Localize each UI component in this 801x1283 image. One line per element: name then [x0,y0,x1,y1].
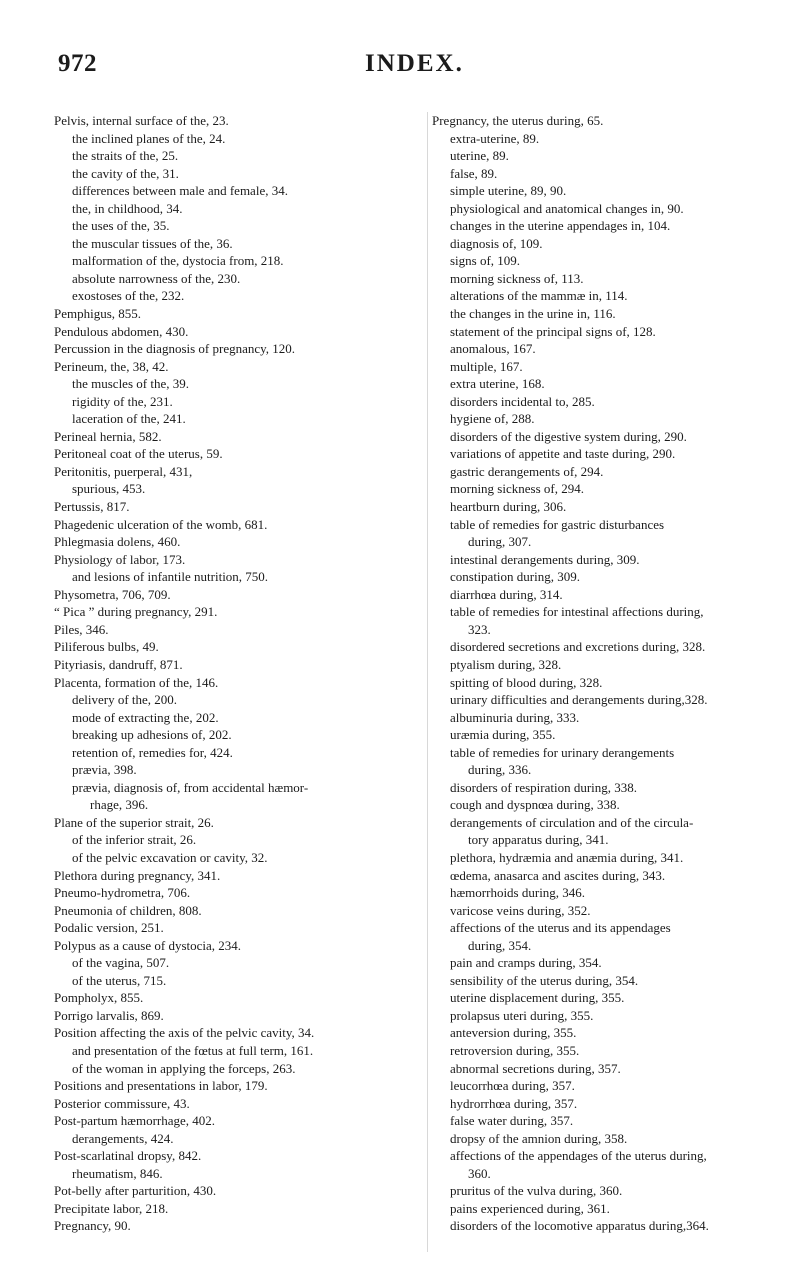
index-entry-text: gastric derangements of, 294. [450,463,604,479]
index-subentry [54,726,424,744]
index-entry-text: varicose veins during, 352. [450,902,591,918]
index-entry-text: disorders of respiration during, 338. [450,779,638,795]
index-entry-text: disorders of the digestive system during, 290. [450,428,687,444]
index-entry-text: Pityriasis, dandruff, 871. [54,656,183,672]
index-subentry [432,919,777,954]
index-heading-entry [54,814,424,832]
index-subentry [432,814,777,849]
index-entry-text: table of remedies for gastric disturbances [450,516,665,532]
index-entry-text: diagnosis of, 109. [450,235,543,251]
index-entry-text: disorders incidental to, 285. [450,393,595,409]
index-entry-text: plethora, hydræmia and anæmia during, 341. [450,849,684,865]
index-subentry [432,1147,777,1182]
index-entry-text: uræmia during, 355. [450,727,556,743]
index-entry-text: Post-partum hæmorrhage, 402. [54,1113,216,1129]
index-entry-text: ptyalism during, 328. [450,656,562,672]
index-entry-text: pruritus of the vulva during, 360. [450,1183,623,1199]
index-entry-text: Pregnancy, the uterus during, 65. [432,113,604,128]
index-entry-text: malformation of the, dystocia from, 218. [72,253,284,269]
index-entry-text: table of remedies for urinary derangements [450,744,675,760]
index-entry-text: rheumatism, 846. [72,1165,163,1181]
index-entry-continuation: tory apparatus during, 341. [468,832,609,848]
index-heading-entry [54,919,424,937]
index-entry-text: derangements, 424. [72,1130,174,1146]
index-heading-entry [54,1200,424,1218]
running-title: INDEX. [365,50,464,77]
index-heading-entry [54,937,424,955]
index-heading-entry [54,674,424,692]
index-subentry [432,586,777,604]
index-heading-entry [54,902,424,920]
index-subentry [432,638,777,656]
index-entry-text: multiple, 167. [450,358,523,374]
index-entry-text: retroversion during, 355. [450,1042,580,1058]
index-heading-entry [54,638,424,656]
index-entry-text: prolapsus uteri during, 355. [450,1007,594,1023]
index-heading-entry [54,1182,424,1200]
index-entry-text: abnormal secretions during, 357. [450,1060,621,1076]
index-subentry [432,165,777,183]
index-entry-text: of the uterus, 715. [72,972,167,988]
index-subentry [432,551,777,569]
index-entry-text: pain and cramps during, 354. [450,955,602,971]
index-subentry [432,691,777,709]
index-entry-text: Percussion in the diagnosis of pregnancy, 120. [54,341,296,357]
index-subentry [432,744,777,779]
index-entry-text: Pompholyx, 855. [54,990,144,1006]
index-heading-entry [54,603,424,621]
index-subentry [54,831,424,849]
index-entry-text: Precipitate labor, 218. [54,1200,169,1216]
index-heading-entry [54,533,424,551]
index-subentry [54,1165,424,1183]
index-subentry [54,182,424,200]
index-heading-entry [54,884,424,902]
index-entry-text: Position affecting the axis of the pelvic cavity, 34. [54,1025,315,1041]
index-entry-text: hæmorrhoids during, 346. [450,885,586,901]
index-entry-text: and lesions of infantile nutrition, 750. [72,569,269,585]
index-entry-text: cough and dyspnœa during, 338. [450,797,620,813]
index-subentry [432,200,777,218]
index-subentry [432,1024,777,1042]
index-subentry [432,340,777,358]
index-heading-entry [54,323,424,341]
index-entry-text: spurious, 453. [72,481,146,497]
index-heading-entry [54,1095,424,1113]
index-heading-entry [54,1007,424,1025]
index-entry-text: intestinal derangements during, 309. [450,551,640,567]
index-entry-text: Podalic version, 251. [54,920,164,936]
index-subentry [432,358,777,376]
index-entry-text: signs of, 109. [450,253,521,269]
index-heading-entry [54,340,424,358]
index-entry-text: the inclined planes of the, 24. [72,130,226,146]
index-subentry [432,516,777,551]
index-entry-continuation: rhage, 396. [90,797,149,813]
index-entry-text: diarrhœa during, 314. [450,586,563,602]
index-entry-text: urinary difficulties and derangements during,328. [450,692,708,708]
index-entry-text: Pelvis, internal surface of the, 23. [54,113,229,128]
index-entry-text: Pregnancy, 90. [54,1218,131,1234]
index-subentry [432,989,777,1007]
index-heading-entry [54,428,424,446]
index-heading-entry [54,867,424,885]
index-entry-text: false, 89. [450,165,498,181]
index-entry-text: Physometra, 706, 709. [54,586,171,602]
index-subentry [54,779,424,814]
index-entry-text: uterine, 89. [450,148,509,164]
index-entry-text: Posterior commissure, 43. [54,1095,190,1111]
index-entry-text: leucorrhœa during, 357. [450,1078,575,1094]
index-entry-text: Pemphigus, 855. [54,306,142,322]
index-entry-text: Positions and presentations in labor, 179. [54,1078,268,1094]
index-entry-text: Perineal hernia, 582. [54,428,162,444]
index-entry-text: anomalous, 167. [450,341,536,357]
index-subentry [54,235,424,253]
index-subentry [432,674,777,692]
index-entry-text: the uses of the, 35. [72,218,170,234]
index-subentry [432,1130,777,1148]
index-entry-text: constipation during, 309. [450,569,580,585]
index-entry-text: changes in the uterine appendages in, 104. [450,218,671,234]
index-heading-entry [54,445,424,463]
index-subentry [54,849,424,867]
index-entry-text: Peritoneal coat of the uterus, 59. [54,446,223,462]
index-subentry [432,902,777,920]
index-entry-text: of the vagina, 507. [72,955,170,971]
index-subentry [54,200,424,218]
index-subentry [432,603,777,638]
index-entry-text: Porrigo larvalis, 869. [54,1007,164,1023]
index-subentry [432,884,777,902]
index-subentry [432,270,777,288]
index-subentry [54,375,424,393]
index-subentry [432,235,777,253]
index-entry-text: Phlegmasia dolens, 460. [54,534,181,550]
index-subentry [432,1077,777,1095]
index-entry-text: Pot-belly after parturition, 430. [54,1183,217,1199]
index-heading-entry [54,656,424,674]
index-subentry [54,165,424,183]
index-subentry [432,445,777,463]
index-subentry [432,305,777,323]
index-heading-entry [54,498,424,516]
index-subentry [432,1060,777,1078]
index-entry-text: affections of the appendages of the uterus during, [450,1148,707,1164]
index-subentry [432,656,777,674]
index-entry-text: delivery of the, 200. [72,692,178,708]
index-subentry [432,463,777,481]
index-entry-text: Phagedenic ulceration of the womb, 681. [54,516,268,532]
index-entry-text: exostoses of the, 232. [72,288,185,304]
index-heading-entry [54,1147,424,1165]
index-entry-text: absolute narrowness of the, 230. [72,270,241,286]
index-entry-text: and presentation of the fœtus at full term, 161. [72,1042,314,1058]
index-subentry [54,568,424,586]
index-subentry [432,375,777,393]
index-subentry [432,779,777,797]
index-entry-text: disordered secretions and excretions during, 328. [450,639,706,655]
index-entry-text: variations of appetite and taste during, 290. [450,446,676,462]
index-entry-text: Physiology of labor, 173. [54,551,186,567]
index-subentry [54,252,424,270]
index-subentry [432,1112,777,1130]
index-subentry [432,1217,777,1235]
index-entry-text: of the woman in applying the forceps, 263. [72,1060,296,1076]
index-subentry [432,709,777,727]
index-subentry [54,761,424,779]
index-entry-text: Placenta, formation of the, 146. [54,674,219,690]
index-heading-entry [54,1024,424,1042]
index-entry-text: œdema, anasarca and ascites during, 343. [450,867,666,883]
index-entry-text: derangements of circulation and of the circula- [450,814,694,830]
page-number: 972 [58,50,97,77]
index-entry-continuation: during, 336. [468,762,532,778]
index-subentry [54,709,424,727]
index-heading-entry [54,1077,424,1095]
index-subentry [54,1042,424,1060]
index-entry-text: “ Pica ” during pregnancy, 291. [54,604,218,620]
index-subentry [432,796,777,814]
index-subentry [432,954,777,972]
index-heading-entry [54,1112,424,1130]
index-subentry [432,182,777,200]
index-entry-text: Polypus as a cause of dystocia, 234. [54,937,242,953]
index-entry-text: the muscles of the, 39. [72,376,189,392]
index-entry-text: table of remedies for intestinal affections during, [450,604,704,620]
index-subentry [432,252,777,270]
index-entry-text: pains experienced during, 361. [450,1200,610,1216]
index-entry-text: extra-uterine, 89. [450,130,540,146]
index-entry-text: disorders of the locomotive apparatus during,364. [450,1218,709,1234]
index-entry-text: alterations of the mammæ in, 114. [450,288,628,304]
index-entry-text: statement of the principal signs of, 128. [450,323,656,339]
index-entry-text: mode of extracting the, 202. [72,709,219,725]
index-subentry [432,726,777,744]
index-subentry [54,287,424,305]
index-subentry [54,130,424,148]
index-entry-text: false water during, 357. [450,1113,574,1129]
index-entry-text: the muscular tissues of the, 36. [72,235,233,251]
index-subentry [54,410,424,428]
index-entry-text: simple uterine, 89, 90. [450,183,567,199]
index-entry-text: Pertussis, 817. [54,499,130,515]
index-subentry [54,972,424,990]
index-subentry [54,480,424,498]
index-subentry [432,410,777,428]
index-entry-continuation: during, 307. [468,534,532,550]
index-entry-text: spitting of blood during, 328. [450,674,603,690]
index-heading-entry [54,358,424,376]
index-subentry [432,1042,777,1060]
index-entry-text: of the inferior strait, 26. [72,832,197,848]
index-subentry [432,1095,777,1113]
index-subentry [54,217,424,235]
index-entry-text: physiological and anatomical changes in, 90. [450,200,684,216]
index-entry-text: albuminuria during, 333. [450,709,580,725]
index-entry-text: heartburn during, 306. [450,499,567,515]
index-entry-text: sensibility of the uterus during, 354. [450,972,639,988]
index-entry-continuation: 360. [468,1165,491,1181]
index-heading-entry [54,516,424,534]
index-heading-entry [54,1217,424,1235]
index-heading-entry [54,551,424,569]
index-entry-text: prævia, 398. [72,762,137,778]
index-subentry [432,568,777,586]
index-heading-entry [54,621,424,639]
index-subentry [432,1007,777,1025]
index-subentry [432,480,777,498]
index-entry-text: extra uterine, 168. [450,376,545,392]
index-entry-text: laceration of the, 241. [72,411,186,427]
index-subentry [54,393,424,411]
index-column-right [432,112,777,1235]
index-subentry [432,287,777,305]
index-subentry [432,849,777,867]
index-entry-text: anteversion during, 355. [450,1025,577,1041]
index-entry-text: Perineum, the, 38, 42. [54,358,169,374]
index-subentry [54,1130,424,1148]
index-subentry [54,1060,424,1078]
index-subentry [54,744,424,762]
index-heading-entry [54,305,424,323]
index-entry-text: retention of, remedies for, 424. [72,744,233,760]
index-heading-entry [54,989,424,1007]
index-heading-entry [432,112,777,130]
index-entry-text: Piliferous bulbs, 49. [54,639,159,655]
index-entry-continuation: during, 354. [468,937,532,953]
index-entry-text: Pneumonia of children, 808. [54,902,202,918]
index-subentry [432,1200,777,1218]
index-entry-text: affections of the uterus and its appendages [450,920,671,936]
index-entry-text: Post-scarlatinal dropsy, 842. [54,1148,202,1164]
index-subentry [54,691,424,709]
index-subentry [432,393,777,411]
index-subentry [432,972,777,990]
index-entry-text: differences between male and female, 34. [72,183,288,199]
index-heading-entry [54,112,424,130]
index-entry-text: Peritonitis, puerperal, 431, [54,463,193,479]
index-entry-text: Pendulous abdomen, 430. [54,323,189,339]
index-entry-text: prævia, diagnosis of, from accidental hæmor- [72,779,309,795]
index-entry-text: Plane of the superior strait, 26. [54,814,214,830]
index-entry-text: Plethora during pregnancy, 341. [54,867,221,883]
index-entry-text: of the pelvic excavation or cavity, 32. [72,849,268,865]
index-entry-text: morning sickness of, 113. [450,270,584,286]
column-divider [427,112,428,1252]
index-entry-continuation: 323. [468,621,491,637]
index-entry-text: the changes in the urine in, 116. [450,306,616,322]
index-entry-text: hydrorrhœa during, 357. [450,1095,578,1111]
index-heading-entry [54,586,424,604]
index-heading-entry [54,463,424,481]
index-subentry [432,867,777,885]
page-header [48,50,753,90]
index-column-left [54,112,424,1235]
index-entry-text: the, in childhood, 34. [72,200,183,216]
index-subentry [54,270,424,288]
index-subentry [432,1182,777,1200]
index-subentry [432,323,777,341]
index-entry-text: morning sickness of, 294. [450,481,584,497]
index-subentry [54,147,424,165]
index-subentry [432,428,777,446]
index-entry-text: hygiene of, 288. [450,411,535,427]
index-subentry [432,217,777,235]
index-entry-text: the cavity of the, 31. [72,165,179,181]
index-subentry [432,130,777,148]
index-entry-text: dropsy of the amnion during, 358. [450,1130,628,1146]
index-entry-text: breaking up adhesions of, 202. [72,727,232,743]
index-subentry [432,498,777,516]
index-subentry [432,147,777,165]
index-entry-text: rigidity of the, 231. [72,393,173,409]
index-entry-text: the straits of the, 25. [72,148,179,164]
index-entry-text: Piles, 346. [54,621,109,637]
index-subentry [54,954,424,972]
index-entry-text: uterine displacement during, 355. [450,990,625,1006]
index-entry-text: Pneumo-hydrometra, 706. [54,885,191,901]
